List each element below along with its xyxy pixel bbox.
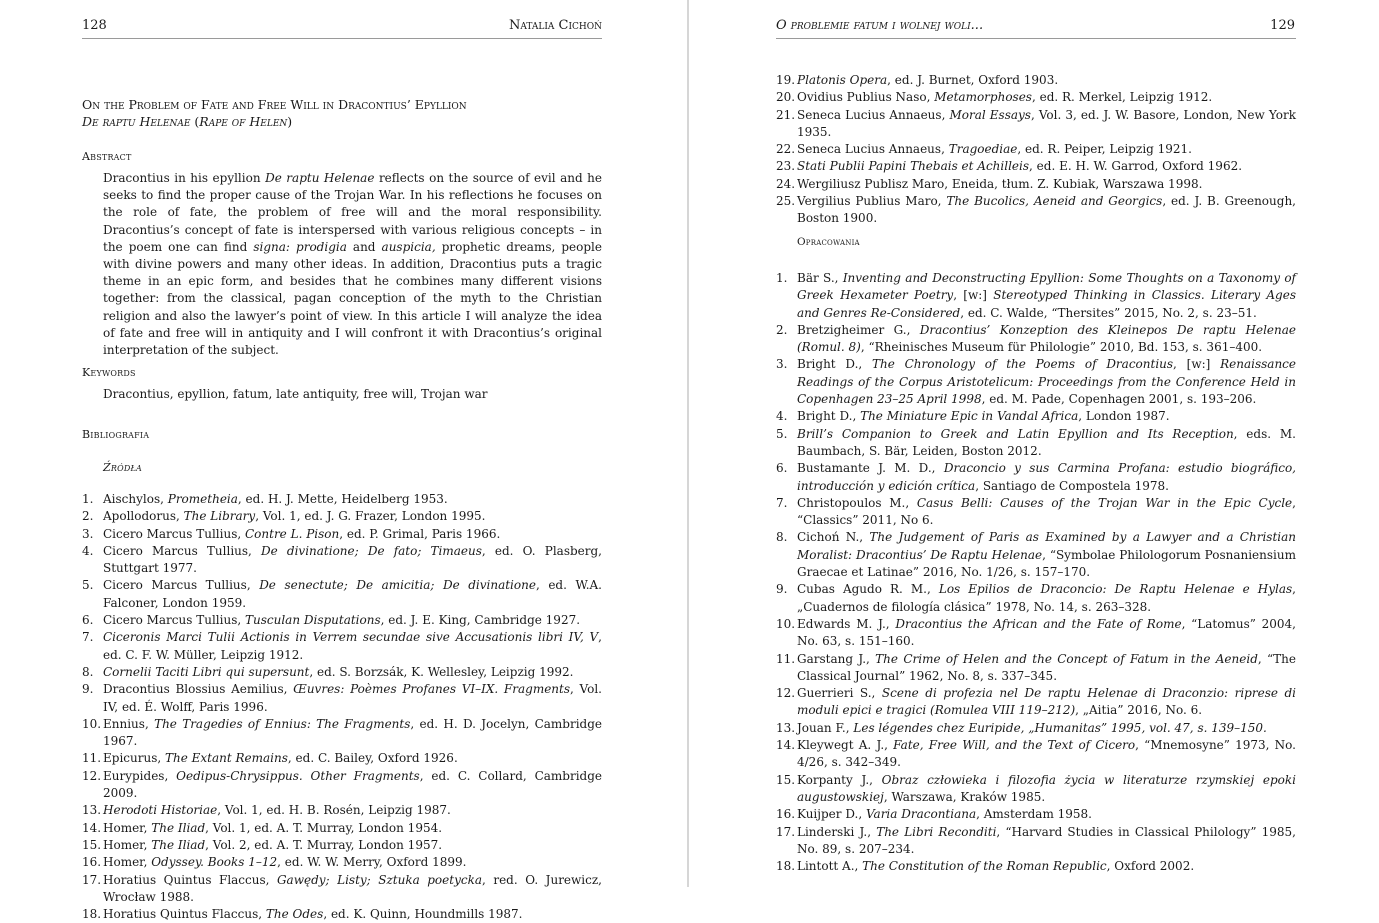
entry-number: 21. (776, 107, 796, 122)
entry-text: Wergiliusz Publisz Maro, Eneida, tłum. Z. Kubiak, Warszawa 1998. (797, 176, 1203, 191)
entry-text: , eds. M. Baumbach, S. Bär, Leiden, Boston 2012. (797, 426, 1296, 458)
bibliography-entry (776, 141, 1296, 158)
entry-text: and (346, 239, 382, 254)
entry-number: 4. (82, 543, 94, 558)
entry-number: 8. (82, 664, 94, 679)
bibliography-entry (82, 491, 602, 508)
entry-text: Eurypides, (103, 768, 177, 783)
abstract-heading: Abstract (82, 150, 132, 163)
entry-number: 16. (82, 855, 102, 870)
entry-text: , ed. S. Borzsák, K. Wellesley, Leipzig 1992. (309, 664, 574, 679)
entry-number: 18. (776, 859, 796, 874)
entry-text: prophetic dreams, people with divine powers and many other ideas. In addition, Dracontius puts a tragic theme in an epic form, and besides that he combines many different visions together: from the classical, pagan conception of the myth to the Christian religion and also the lawyer’s point of view. In this article I will analyze the idea of fate and free will in antiquity and I will confront it with Dracontius’s original interpretation of the subject. (103, 239, 602, 358)
entry-text: Lintott A., (797, 859, 863, 874)
entry-text: Christopoulos M., (797, 495, 917, 510)
bibliography-entry (82, 716, 602, 751)
entry-text: , ed. P. Grimal, Paris 1966. (339, 526, 501, 541)
bibliography-entry (82, 681, 602, 716)
entry-text: Cicero Marcus Tullius, (103, 578, 260, 593)
entry-title-italic: Dracontius’ Konzeption des Kleinepos De raptu Helenae (Romul. 8) (797, 322, 1296, 355)
entry-text: Bretzigheimer G., (797, 322, 920, 337)
entry-number: 7. (776, 495, 788, 510)
entry-number: 15. (82, 837, 102, 852)
entry-text: Guerrieri S., (797, 686, 882, 701)
entry-text: , ed. K. Quinn, Houndmills 1987. (323, 907, 523, 922)
entry-number: 8. (776, 530, 788, 545)
left-page (0, 0, 688, 922)
entry-text: , ed. J. E. King, Cambridge 1927. (380, 613, 581, 628)
entry-title-italic: Draconcio y sus Carmina Profana: estudio biográfico, introducción y edición crítica (797, 461, 1296, 493)
entry-text: , ed. C. Bailey, Oxford 1926. (287, 751, 458, 766)
entry-text: reflects on the source of evil and he seeks to find the proper cause of the Trojan War. In his reflections he focuses on the role of fate, the problem of free will and the moral responsibility. Dracontius’s concept of fate is interspersed with various religious concepts – in the poem one can find (103, 171, 603, 254)
entry-title-italic: The Odes (265, 907, 324, 922)
entry-number: 11. (776, 651, 796, 666)
entry-title-italic: The Extant Remains (164, 751, 288, 766)
bibliography-entry (82, 872, 602, 907)
bibliography-entry (776, 581, 1296, 616)
entry-title-italic: The Iliad (151, 837, 206, 852)
bibliography-entry (776, 107, 1296, 142)
entry-title-italic: Contre L. Pison (244, 526, 340, 541)
entry-title-italic: Los Epilios de Draconcio: De Raptu Helenae e Hylas (938, 582, 1293, 597)
entry-number: 5. (82, 578, 94, 593)
entry-text: , Oxford 2002. (1106, 859, 1195, 874)
entry-title-italic: Œuvres: Poèmes Profanes VI–IX. Fragments (293, 682, 571, 697)
entry-text: , „Aitia” 2016, No. 6. (1075, 703, 1203, 718)
entry-text: Korpanty J., (797, 772, 882, 787)
entry-number: 3. (776, 357, 788, 372)
entry-text: Cubas Agudo R. M., (797, 582, 939, 597)
sources-heading: Źródła (103, 461, 142, 474)
bibliography-entry (776, 89, 1296, 106)
bibliography-entry (82, 543, 602, 578)
entry-text: Ennius, (103, 716, 155, 731)
entry-text: , „Cuadernos de filología clásica” 1978, No. 14, s. 263–328. (797, 582, 1296, 614)
bibliography-entry (776, 72, 1296, 89)
bibliography-entry (776, 616, 1296, 651)
entry-title-italic: Fate, Free Will, and the Text of Cicero (893, 738, 1136, 753)
entry-text: , Vol. 3, ed. J. W. Basore, London, New York 1935. (797, 107, 1296, 139)
entry-number: 10. (82, 716, 102, 731)
entry-title-italic: The Crime of Helen and the Concept of Fatum in the Aeneid (875, 651, 1258, 666)
entry-text: Bright D., (797, 357, 873, 372)
entry-text: Cicero Marcus Tullius, (103, 613, 245, 628)
entry-number: 5. (776, 426, 788, 441)
entry-number: 13. (776, 720, 796, 735)
bibliography-entry (776, 720, 1296, 737)
entry-text: , ed. J. B. Greenough, Boston 1900. (797, 194, 1296, 226)
entry-title-italic: Herodoti Historiae (103, 803, 218, 818)
entry-number: 23. (776, 159, 796, 174)
entry-number: 10. (776, 616, 796, 631)
page-number-left: 128 (82, 18, 107, 33)
entry-text: Linderski J., (797, 824, 877, 839)
entry-title-italic: Les légendes chez Euripide, „Humanitas” 1995, vol. 47, s. 139–150. (853, 720, 1267, 735)
entry-number: 12. (776, 686, 796, 701)
entry-text: Jouan F., (797, 720, 854, 735)
bibliography-entry (776, 737, 1296, 772)
bibliography-entry (82, 837, 602, 854)
abstract-text (103, 170, 602, 359)
bibliography-entry (776, 322, 1296, 357)
entry-number: 24. (776, 176, 796, 191)
entry-number: 9. (82, 682, 94, 697)
entry-title-italic: Ciceronis Marci Tulii Actionis in Verrem secundae sive Accusationis libri IV, V (103, 630, 599, 645)
page-number-right: 129 (1270, 18, 1295, 33)
entry-text: , red. O. Jurewicz, Wrocław 1988. (103, 872, 602, 904)
bibliography-entry (776, 408, 1296, 425)
entry-title-italic: De raptu Helenae (265, 171, 375, 185)
sources-continued-list (776, 72, 1296, 228)
entry-title-italic: The Libri Reconditi (876, 824, 997, 839)
entry-text: , Vol. 1, ed. J. G. Frazer, London 1995. (255, 509, 486, 524)
entry-number: 7. (82, 630, 94, 645)
studies-list (776, 270, 1296, 875)
entry-title-italic: Obraz człowieka i filozofia życia w literaturze rzymskiej epoki augustowskiej (797, 772, 1296, 804)
entry-title-italic: The Iliad (151, 820, 206, 835)
entry-title-italic: Renaissance Readings of the Corpus Aristotelicum: Proceedings from the Conference Held in Copenhagen 23–25 April 1998 (797, 357, 1296, 407)
entry-text: Homer, (103, 820, 152, 835)
entry-text: Vergilius Publius Maro, (797, 194, 947, 209)
entry-title-italic: The Chronology of the Poems of Dracontius (872, 357, 1174, 372)
article-title (82, 96, 602, 130)
entry-title-italic: Tusculan Disputations (244, 613, 381, 628)
bibliography-entry (776, 824, 1296, 859)
entry-text: Homer, (103, 837, 152, 852)
entry-number: 20. (776, 90, 796, 105)
entry-title-italic: Stati Publii Papini Thebais et Achilleis (797, 159, 1030, 174)
entry-text: , ed. R. Merkel, Leipzig 1912. (1031, 90, 1213, 105)
entry-title-italic: The Miniature Epic in Vandal Africa (860, 409, 1079, 424)
entry-text: , ed. C. F. W. Müller, Leipzig 1912. (103, 630, 602, 662)
entry-number: 14. (82, 820, 102, 835)
bibliography-entry (776, 176, 1296, 193)
entry-text: , “Classics” 2011, No 6. (797, 495, 1296, 528)
entry-text: , ed. O. Plasberg, Stuttgart 1977. (103, 543, 602, 576)
bibliography-entry (82, 750, 602, 767)
entry-text: , Vol. 1, ed. H. B. Rosén, Leipzig 1987. (217, 803, 451, 818)
bibliography-entry (82, 664, 602, 681)
bibliography-entry (82, 629, 602, 664)
bibliography-entry (776, 495, 1296, 530)
entry-title-italic: Platonis Opera (797, 73, 888, 87)
bibliography-entry (776, 685, 1296, 720)
bibliography-entry (776, 772, 1296, 807)
entry-number: 18. (82, 907, 102, 922)
entry-text: , “Harvard Studies in Classical Philology” 1985, No. 89, s. 207–234. (797, 824, 1296, 856)
entry-title-italic: Odyssey. Books 1–12 (151, 855, 278, 870)
entry-title-italic: Gawędy; Listy; Sztuka poetycka (276, 872, 483, 887)
entry-number: 6. (776, 461, 788, 476)
entry-title-italic: Brill’s Companion to Greek and Latin Epyllion and Its Reception (797, 426, 1234, 441)
entry-title-italic: Casus Belli: Causes of the Trojan War in the Epic Cycle (916, 495, 1293, 510)
entry-title-italic: Oedipus-Chrysippus. Other Fragments (176, 768, 420, 783)
entry-title-italic: Prometheia (167, 492, 238, 506)
entry-text: , “The Classical Journal” 1962, No. 8, s. 337–345. (797, 651, 1296, 683)
bibliography-entry (776, 651, 1296, 686)
entry-title-italic: Scene di profezia nel De raptu Helenae di Draconzio: riprese di moduli epici e tragici (Romulea VIII 119–212) (797, 686, 1297, 718)
entry-text: , [w:] (953, 288, 994, 303)
entry-text: Ovidius Publius Naso, (797, 90, 935, 105)
entry-title-italic: The Bucolics, Aeneid and Georgics (946, 194, 1163, 209)
entry-text: , London 1987. (1078, 409, 1170, 424)
entry-number: 4. (776, 409, 788, 424)
bibliography-heading: Bibliografia (82, 428, 150, 441)
entry-number: 6. (82, 613, 94, 628)
running-head-left: Natalia Cichoń (508, 18, 602, 33)
entry-text: Homer, (103, 855, 152, 870)
entry-text: , Vol. IV, ed. É. Wolff, Paris 1996. (103, 682, 602, 714)
entry-number: 22. (776, 142, 796, 157)
entry-text: Garstang J., (797, 651, 876, 666)
running-head-right: O problemie fatum i wolnej woli... (776, 18, 984, 33)
entry-title-italic: De divinatione; De fato; Timaeus (261, 543, 482, 558)
entry-text: Cichoń N., (797, 530, 870, 545)
entry-title-italic: The Library (183, 509, 256, 524)
entry-text: Bär S., (797, 271, 843, 285)
bibliography-entry (776, 158, 1296, 175)
bibliography-entry (776, 858, 1296, 875)
entry-text: Kuijper D., (797, 807, 866, 822)
entry-text: , Santiago de Compostela 1978. (975, 478, 1169, 493)
bibliography-entry (82, 906, 602, 923)
entry-text: , “Latomus” 2004, No. 63, s. 151–160. (797, 616, 1296, 649)
entry-text: , “Rheinisches Museum für Philologie” 2010, Bd. 153, s. 361–400. (860, 340, 1263, 355)
entry-title-italic: De senectute; De amicitia; De divinatione (259, 578, 536, 593)
entry-text: Bright D., (797, 409, 861, 424)
entry-text: Seneca Lucius Annaeus, (797, 142, 949, 157)
entry-text: Dracontius Blossius Aemilius, (103, 682, 294, 697)
title-line-2 (82, 113, 602, 130)
entry-title-italic: Tragoediae (948, 142, 1018, 157)
bibliography-entry (776, 529, 1296, 581)
keywords-text: Dracontius, epyllion, fatum, late antiquity, free will, Trojan war (103, 387, 488, 401)
entry-number: 19. (776, 73, 796, 87)
entry-title-italic: signa: prodigia (253, 239, 347, 254)
entry-number: 17. (776, 824, 796, 839)
entry-text: Aischylos, (103, 492, 168, 506)
entry-text: , Amsterdam 1958. (976, 807, 1092, 822)
entry-text: , Warszawa, Kraków 1985. (883, 789, 1046, 804)
entry-number: 2. (776, 322, 788, 337)
entry-number: 11. (82, 751, 102, 766)
entry-title-italic: Varia Dracontiana (865, 807, 977, 822)
entry-text: , [w:] (1173, 357, 1221, 372)
header-rule-left (82, 38, 602, 39)
entry-text: , ed. W.A. Falconer, London 1959. (103, 578, 602, 610)
bibliography-entry (82, 802, 602, 819)
entry-title-italic: auspicia, (381, 239, 436, 254)
bibliography-entry (82, 526, 602, 543)
entry-number: 1. (82, 492, 94, 506)
entry-text: , ed. W. W. Merry, Oxford 1899. (277, 855, 467, 870)
entry-title-italic: Cornelii Taciti Libri qui supersunt (103, 664, 310, 679)
entry-number: 1. (776, 271, 788, 285)
entry-text: Edwards M. J., (797, 616, 896, 631)
entry-number: 15. (776, 772, 796, 787)
entry-text: , ed. E. H. W. Garrod, Oxford 1962. (1029, 159, 1243, 174)
title-italic: De raptu Helenae (82, 114, 191, 129)
entry-title-italic: Moral Essays (949, 107, 1031, 122)
entry-number: 25. (776, 194, 796, 209)
entry-text: , ed. H. J. Mette, Heidelberg 1953. (237, 492, 448, 506)
entry-title-italic: The Constitution of the Roman Republic (862, 859, 1107, 874)
entry-title-italic: Dracontius the African and the Fate of Rome (895, 616, 1182, 631)
entry-text: Epicurus, (103, 751, 165, 766)
entry-text: , Vol. 1, ed. A. T. Murray, London 1954. (205, 820, 443, 835)
entry-text: , ed. R. Peiper, Leipzig 1921. (1017, 142, 1192, 157)
right-page (690, 0, 1379, 887)
bibliography-entry (82, 612, 602, 629)
entry-text: Horatius Quintus Flaccus, (103, 872, 277, 887)
bibliography-entry (776, 193, 1296, 228)
entry-text: Bustamante J. M. D., (797, 461, 944, 476)
entry-text: Apollodorus, (103, 509, 184, 524)
bibliography-entry (776, 460, 1296, 495)
entry-number: 13. (82, 803, 102, 818)
entry-number: 2. (82, 509, 94, 524)
entry-number: 12. (82, 768, 102, 783)
header-rule-right (776, 38, 1296, 39)
title-paren-close: ) (287, 114, 293, 129)
entry-text: , ed. M. Pade, Copenhagen 2001, s. 193–206. (981, 392, 1257, 407)
entry-title-italic: Stereotyped Thinking in Classics. Literary Ages and Genres Re-Considered (797, 288, 1297, 320)
entry-text: , “Symbolae Philologorum Posnaniensium Graecae et Latinae” 2016, No. 1/26, s. 157–170. (797, 547, 1296, 580)
entry-text: , ed. H. D. Jocelyn, Cambridge 1967. (103, 716, 603, 749)
entry-text: Horatius Quintus Flaccus, (103, 907, 266, 922)
entry-text: Cicero Marcus Tullius, (103, 526, 245, 541)
bibliography-entry (776, 806, 1296, 823)
entry-text: , ed. J. Burnet, Oxford 1903. (887, 73, 1059, 87)
entry-text: , ed. C. Collard, Cambridge 2009. (103, 768, 603, 801)
bibliography-entry (82, 820, 602, 837)
entry-text: , Vol. 2, ed. A. T. Murray, London 1957. (205, 837, 443, 852)
entry-title-italic: Metamorphoses (934, 90, 1032, 105)
bibliography-entry (776, 426, 1296, 461)
bibliography-entry (776, 270, 1296, 322)
entry-number: 3. (82, 526, 94, 541)
bibliography-entry (82, 768, 602, 803)
entry-text: Seneca Lucius Annaeus, (797, 107, 950, 122)
entry-title-italic: The Judgement of Paris as Examined by a Lawyer and a Christian Moralist: Dracontius’ De Raptu Helenae (797, 530, 1296, 562)
bibliography-entry (82, 854, 602, 871)
entry-title-italic: Inventing and Deconstructing Epyllion: Some Thoughts on a Taxonomy of Greek Hexameter Poetry (797, 271, 1297, 303)
entry-number: 17. (82, 872, 102, 887)
entry-text: , “Mnemosyne” 1973, No. 4/26, s. 342–349. (797, 738, 1296, 770)
title-line-1: On the Problem of Fate and Free Will in Dracontius’ Epyllion (82, 97, 467, 112)
title-paren-open: ( (190, 114, 200, 129)
entry-title-italic: The Tragedies of Ennius: The Fragments (154, 716, 411, 731)
title-italic-2: Rape of Helen (199, 114, 288, 129)
entry-text: Kleywegt A. J., (797, 738, 894, 753)
studies-heading: Opracowania (797, 236, 860, 248)
bibliography-entry (82, 508, 602, 525)
sources-list (82, 491, 602, 923)
bibliography-entry (776, 356, 1296, 408)
entry-text: , ed. C. Walde, “Thersites” 2015, No. 2, s. 23–51. (960, 305, 1257, 320)
entry-text: Cicero Marcus Tullius, (103, 543, 262, 558)
keywords-heading: Keywords (82, 366, 136, 379)
entry-number: 9. (776, 582, 788, 597)
entry-number: 14. (776, 738, 796, 753)
entry-number: 16. (776, 807, 796, 822)
entry-text: Dracontius in his epyllion (103, 171, 266, 185)
bibliography-entry (82, 577, 602, 612)
